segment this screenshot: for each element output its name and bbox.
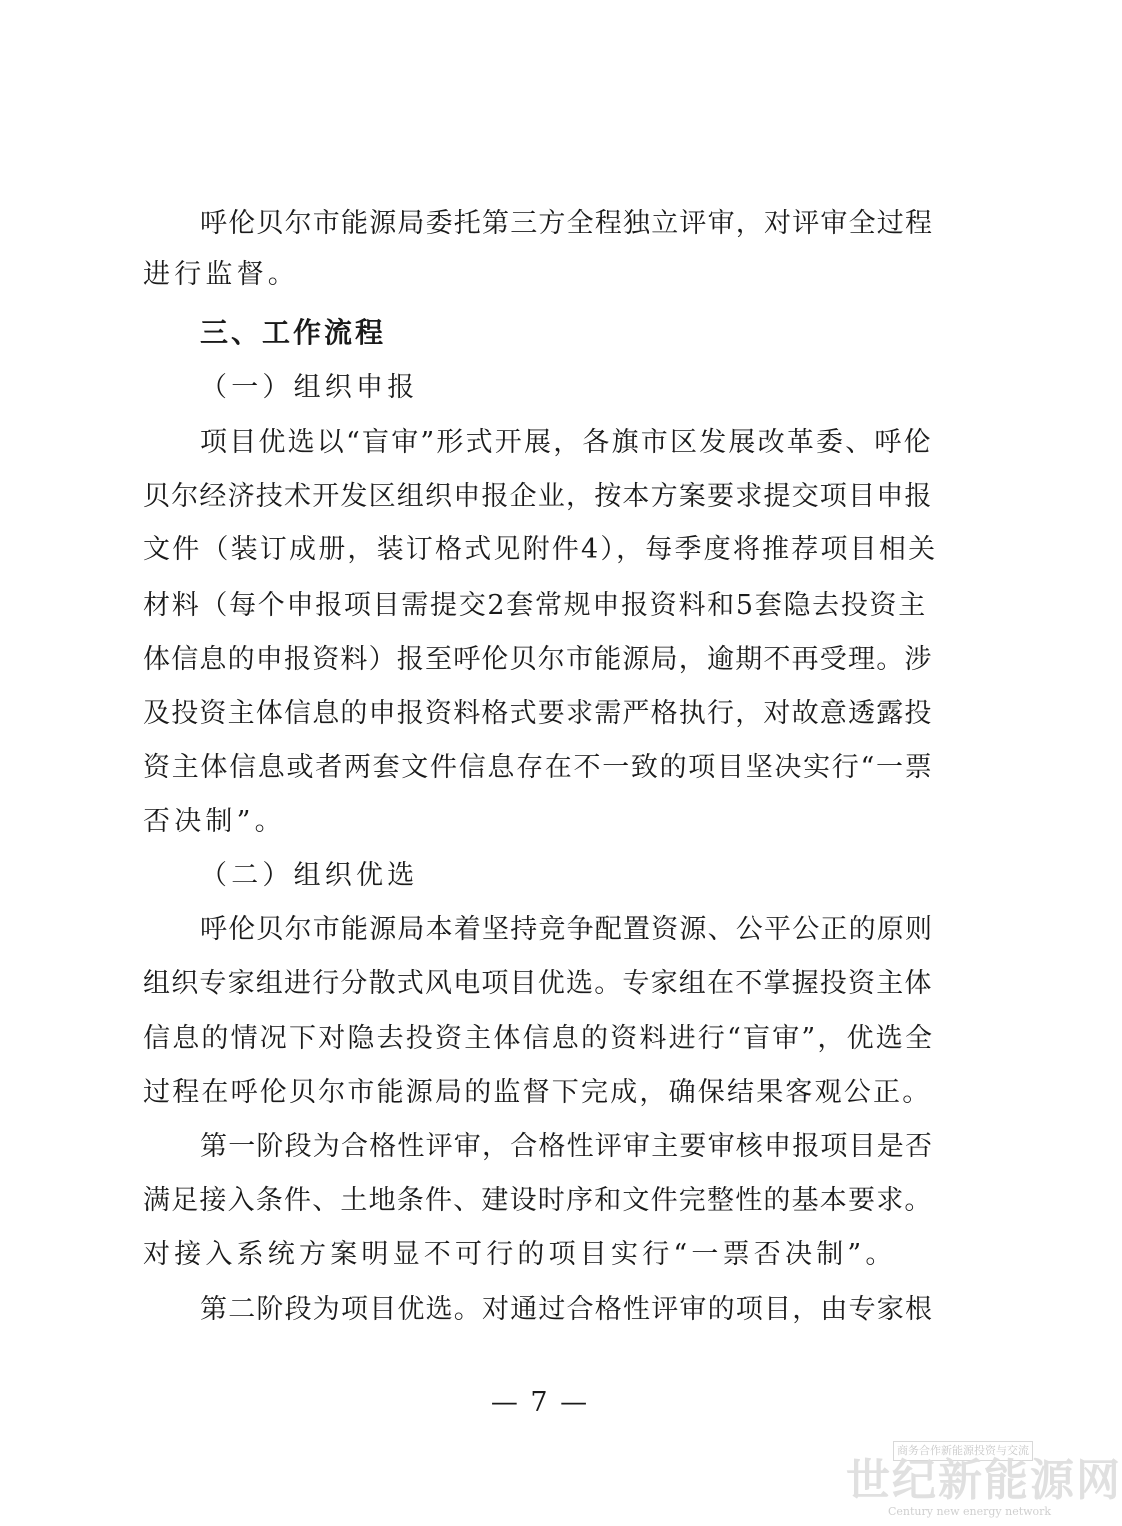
line-text: 文件（装订成册，装订格式见附件4），每季度将推荐项目相关 xyxy=(143,534,938,565)
subheading-text: （一）组织申报 xyxy=(200,372,419,403)
page-number: — 7 — xyxy=(490,1387,590,1418)
line-text: 材料（每个申报项目需提交2套常规申报资料和5套隐去投资主 xyxy=(143,590,927,621)
line-text: 第一阶段为合格性评审，合格性评审主要审核申报项目是否 xyxy=(200,1131,934,1162)
line-text: 组织专家组进行分散式风电项目优选。专家组在不掌握投资主体 xyxy=(143,968,933,999)
line-text: 对接入系统方案明显不可行的项目实行“一票否决制”。 xyxy=(143,1239,897,1270)
line-text: 满足接入条件、土地条件、建设时序和文件完整性的基本要求。 xyxy=(143,1185,933,1216)
line-text: 否决制”。 xyxy=(143,806,286,837)
line-text: 呼伦贝尔市能源局委托第三方全程独立评审，对评审全过程 xyxy=(200,208,934,239)
watermark-logo: 世纪新能源网 xyxy=(846,1455,1122,1506)
line-text: 体信息的申报资料）报至呼伦贝尔市能源局，逾期不再受理。涉 xyxy=(143,644,933,675)
line-text: 第二阶段为项目优选。对通过合格性评审的项目，由专家根 xyxy=(200,1294,934,1325)
line-text: 过程在呼伦贝尔市能源局的监督下完成，确保结果客观公正。 xyxy=(143,1077,932,1108)
watermark-subtitle: Century new energy network xyxy=(888,1505,1052,1518)
line-text: 及投资主体信息的申报资料格式要求需严格执行，对故意透露投 xyxy=(143,698,933,729)
line-text: 进行监督。 xyxy=(143,259,299,290)
line-text: 呼伦贝尔市能源局本着坚持竞争配置资源、公平公正的原则 xyxy=(200,914,934,945)
watermark-caption: 商务合作新能源投资与交流 xyxy=(893,1441,1033,1461)
line-text: 资主体信息或者两套文件信息存在不一致的项目坚决实行“一票 xyxy=(143,752,934,783)
line-text: 项目优选以“盲审”形式开展，各旗市区发展改革委、呼伦 xyxy=(200,427,933,458)
heading-text: 三、工作流程 xyxy=(200,316,387,349)
line-text: 信息的情况下对隐去投资主体信息的资料进行“盲审”，优选全 xyxy=(143,1023,935,1054)
line-text: 贝尔经济技术开发区组织申报企业，按本方案要求提交项目申报 xyxy=(143,481,933,512)
subheading-text: （二）组织优选 xyxy=(200,860,419,891)
